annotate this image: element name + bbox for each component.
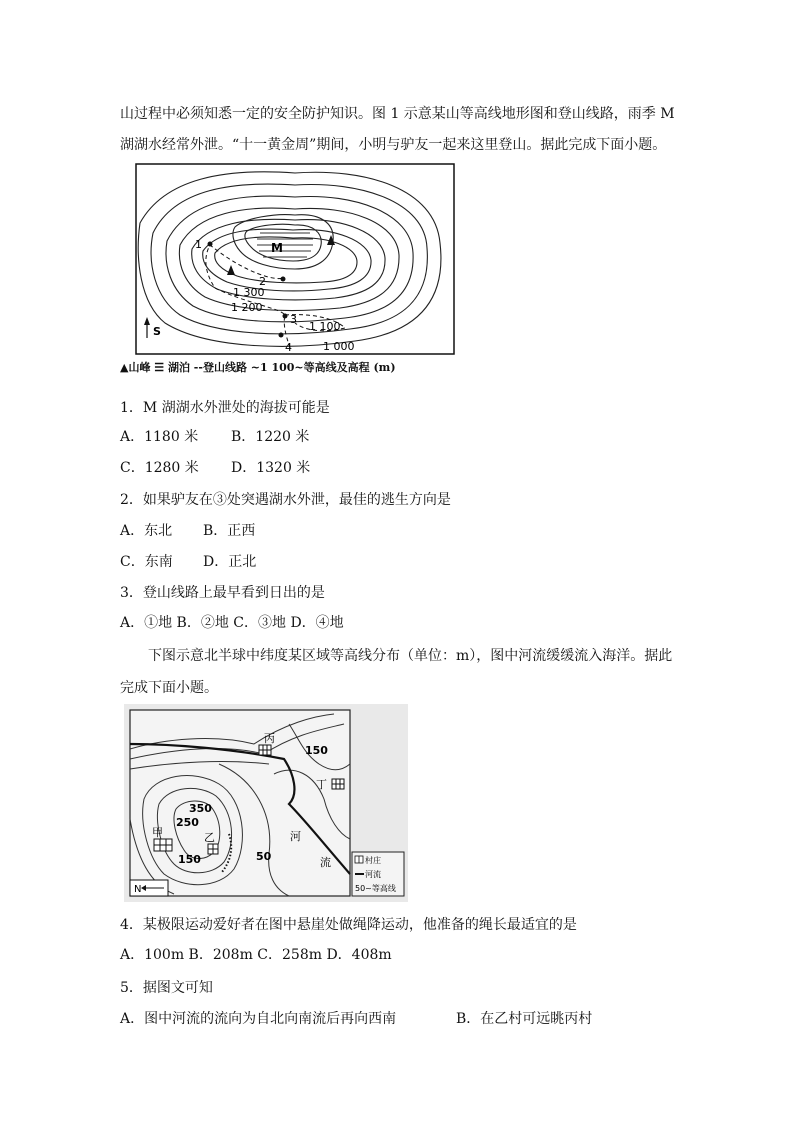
intro-line-2: 湖湖水经常外泄。“十一黄金周”期间，小明与驴友一起来这里登山。据此完成下面小题。: [120, 137, 667, 153]
intro2-line-2: 完成下面小题。: [120, 680, 218, 696]
q2-option-a[interactable]: A．东北: [120, 523, 173, 539]
contour-label-150-bottom: 150: [178, 853, 201, 866]
figure-2-frame: [130, 710, 350, 896]
point-3-label: 3: [290, 313, 297, 326]
q2-option-b[interactable]: B．正西: [203, 523, 256, 539]
q1-option-d[interactable]: D．1320 米: [231, 460, 311, 476]
figure-1-legend: ▲山峰 ☰ 湖泊 --登山线路 ~1 100~等高线及高程 (m): [120, 361, 396, 374]
point-1-dot: [208, 242, 213, 247]
contour-label-50: 50: [256, 850, 272, 863]
intro-line-1: 山过程中必须知悉一定的安全防护知识。图 1 示意某山等高线地形图和登山线路，雨季 M: [120, 106, 675, 122]
village-icon-jia: [154, 839, 172, 851]
point-2-label: 2: [259, 275, 266, 288]
label-river-2: 流: [320, 856, 331, 869]
label-bing: 丙: [264, 732, 275, 745]
q5-option-b[interactable]: B．在乙村可远眺丙村: [456, 1011, 593, 1027]
contour-label-250: 250: [176, 816, 199, 829]
north-label: S: [153, 325, 161, 338]
label-river-1: 河: [290, 830, 301, 843]
point-1-label: 1: [195, 238, 202, 251]
village-icon-ding: [332, 779, 344, 789]
q3-stem: 3．登山线路上最早看到日出的是: [120, 585, 325, 601]
north-label-2: N: [134, 884, 142, 895]
contour-label-1100: 1 100: [309, 320, 341, 333]
lake-label: M: [271, 241, 283, 255]
point-4-dot: [279, 333, 284, 338]
point-4-label: 4: [285, 341, 292, 354]
q1-option-b[interactable]: B．1220 米: [231, 429, 310, 445]
q1-option-c[interactable]: C．1280 米: [120, 460, 199, 476]
legend-river-label: 河流: [365, 870, 381, 879]
legend-village-label: 村庄: [365, 856, 381, 865]
label-ding: 丁: [316, 778, 327, 791]
label-yi: 乙: [204, 831, 215, 844]
q1-stem: 1．M 湖湖水外泄处的海拔可能是: [120, 400, 330, 416]
q2-option-c[interactable]: C．东南: [120, 554, 173, 570]
q1-option-a[interactable]: A．1180 米: [120, 429, 199, 445]
contour-label-350: 350: [189, 802, 212, 815]
village-icon-bing: [259, 745, 271, 755]
q3-options[interactable]: A．①地 B．②地 C．③地 D．④地: [120, 615, 344, 631]
contour-label-1300: 1 300: [233, 286, 265, 299]
label-jia: 甲: [152, 826, 163, 839]
q5-option-a[interactable]: A．图中河流的流向为自北向南流后再向西南: [120, 1011, 397, 1027]
legend-contour-label: 50~等高线: [355, 884, 396, 893]
q4-options[interactable]: A．100m B．208m C．258m D．408m: [120, 947, 392, 963]
legend-village-icon: [355, 856, 363, 863]
q5-stem: 5．据图文可知: [120, 980, 213, 996]
contour-label-1200: 1 200: [231, 301, 263, 314]
point-3-dot: [283, 314, 288, 319]
figure-1-contour-map: [135, 163, 455, 358]
contour-label-1000: 1 000: [323, 340, 355, 353]
point-2-dot: [281, 277, 286, 282]
q2-stem: 2．如果驴友在③处突遇湖水外泄，最佳的逃生方向是: [120, 492, 451, 508]
q2-option-d[interactable]: D．正北: [203, 554, 257, 570]
village-icon-yi: [208, 844, 218, 854]
q4-stem: 4．某极限运动爱好者在图中悬崖处做绳降运动，他准备的绳长最适宜的是: [120, 917, 577, 933]
figure-2-contour-map: [124, 704, 408, 902]
intro2-line-1: 下图示意北半球中纬度某区域等高线分布（单位：m），图中河流缓缓流入海洋。据此: [148, 648, 673, 664]
contour-label-150-top: 150: [305, 744, 328, 757]
